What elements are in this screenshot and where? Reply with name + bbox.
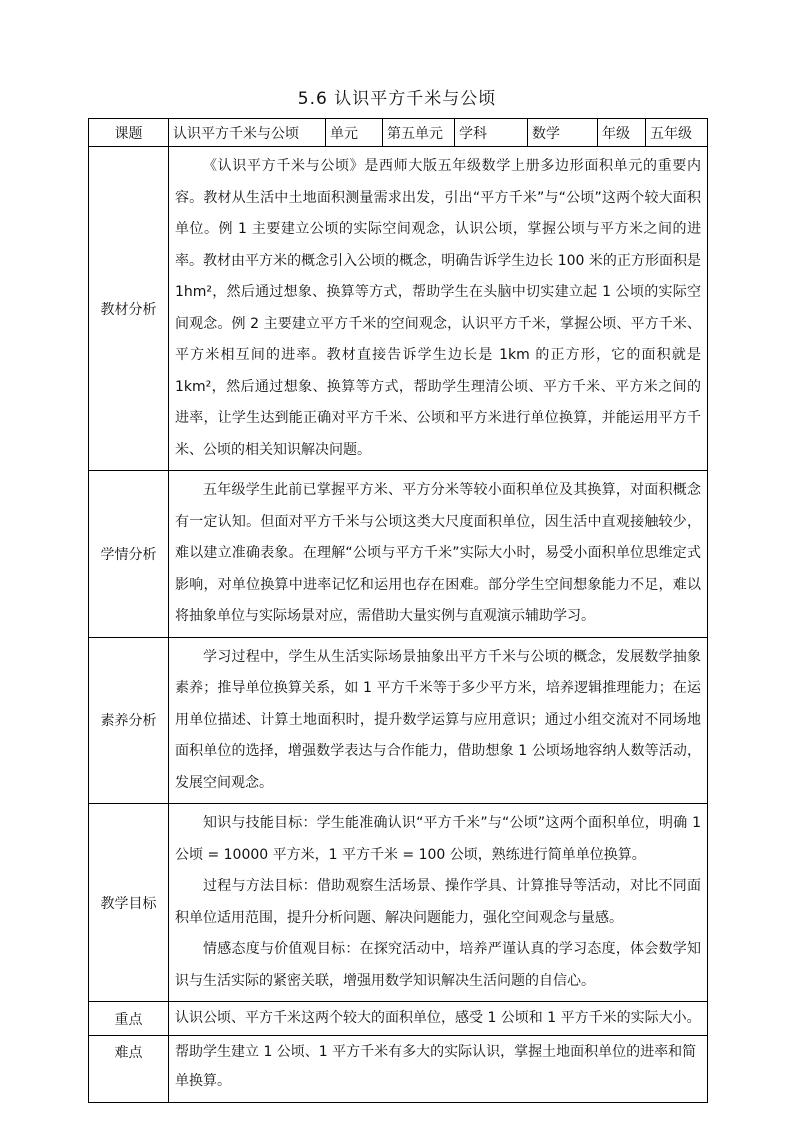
jiaocai-label: 教材分析 [89,147,169,471]
nianji-label: 年级 [598,119,646,147]
mubiao-paragraph-1: 知识与技能目标：学生能准确认识“平方千米”与“公顷”这两个面积单位，明确 1 公顷 = 10000 平方米，1 平方千米 = 100 公顷，熟练进行简单单位换算。 [175,815,701,863]
suyang-label: 素养分析 [89,637,169,804]
row-mubiao [89,804,708,1002]
header-row [89,119,708,147]
xueqing-content [169,471,708,638]
danyuan-label: 单元 [326,119,383,147]
keti-label: 课题 [89,119,169,147]
xueke-value: 数学 [528,119,598,147]
row-zhongdian [89,1002,708,1036]
xueqing-label: 学情分析 [89,471,169,638]
page-title: 5.6 认识平方千米与公顷 [297,89,497,109]
mubiao-paragraph-3: 情感态度与价值观目标：在探究活动中，培养严谨认真的学习态度，体会数学知识与生活实际的紧密关联，增强用数学知识解决生活问题的自信心。 [175,941,701,989]
nandian-label: 难点 [89,1036,169,1103]
lesson-plan-table [88,118,708,1103]
xueke-label: 学科 [455,119,528,147]
xueqing-paragraph: 五年级学生此前已掌握平方米、平方分米等较小面积单位及其换算，对面积概念有一定认知。但面对平方千米与公顷这类大尺度面积单位，因生活中直观接触较少，难以建立准确表象。在理解“公顷与平方千米”实际大小时，易受小面积单位思维定式影响，对单位换算中进率记忆和运用也存在困难。部分学生空间想象能力不足，难以将抽象单位与实际场景对应，需借助大量实例与直观演示辅助学习。 [175,482,701,624]
jiaocai-content [169,147,708,471]
nandian-content: 帮助学生建立 1 公顷、1 平方千米有多大的实际认识，掌握土地面积单位的进率和简单换算。 [169,1036,708,1103]
mubiao-label: 教学目标 [89,804,169,1002]
jiaocai-paragraph: 《认识平方千米与公顷》是西师大版五年级数学上册多边形面积单元的重要内容。教材从生活中土地面积测量需求出发，引出“平方千米”与“公顷”这两个较大面积单位。例 1 主要建立公顷的实际空间观念，认识公顷，掌握公顷与平方米之间的进率。教材由平方米的概念引入公顷的概念，明确告诉学生边长 100 米的正方形面积是 1hm²，然后通过想象、换算等方式，帮助学生在头脑中切实建立起 1 公顷的实际空间观念。例 2 主要建立平方千米的空间观念，认识平方千米，掌握公顷、平方千米、平方米相互间的进率。教材直接告诉学生边长是 1km 的正方形，它的面积就是 1km²，然后通过想象、换算等方式，帮助学生理清公顷、平方千米、平方米之间的进率，让学生达到能正确对平方千米、公顷和平方米进行单位换算，并能运用平方千米、公顷的相关知识解决问题。 [175,158,701,458]
row-jiaocai [89,147,708,471]
nianji-value: 五年级 [646,119,708,147]
suyang-content [169,637,708,804]
mubiao-paragraph-2: 过程与方法目标：借助观察生活场景、操作学具、计算推导等活动，对比不同面积单位适用范围，提升分析问题、解决问题能力，强化空间观念与量感。 [175,878,701,926]
mubiao-content [169,804,708,1002]
row-nandian [89,1036,708,1103]
zhongdian-content: 认识公顷、平方千米这两个较大的面积单位，感受 1 公顷和 1 平方千米的实际大小。 [169,1002,708,1036]
zhongdian-label: 重点 [89,1002,169,1036]
row-xueqing [89,471,708,638]
row-suyang [89,637,708,804]
suyang-paragraph: 学习过程中，学生从生活实际场景抽象出平方千米与公顷的概念，发展数学抽象素养；推导单位换算关系，如 1 平方千米等于多少平方米，培养逻辑推理能力；在运用单位描述、计算土地面积时，提升数学运算与应用意识；通过小组交流对不同场地面积单位的选择，增强数学表达与合作能力，借助想象 1 公顷场地容纳人数等活动，发展空间观念。 [175,648,701,791]
danyuan-value: 第五单元 [383,119,455,147]
keti-value: 认识平方千米与公顷 [169,119,326,147]
